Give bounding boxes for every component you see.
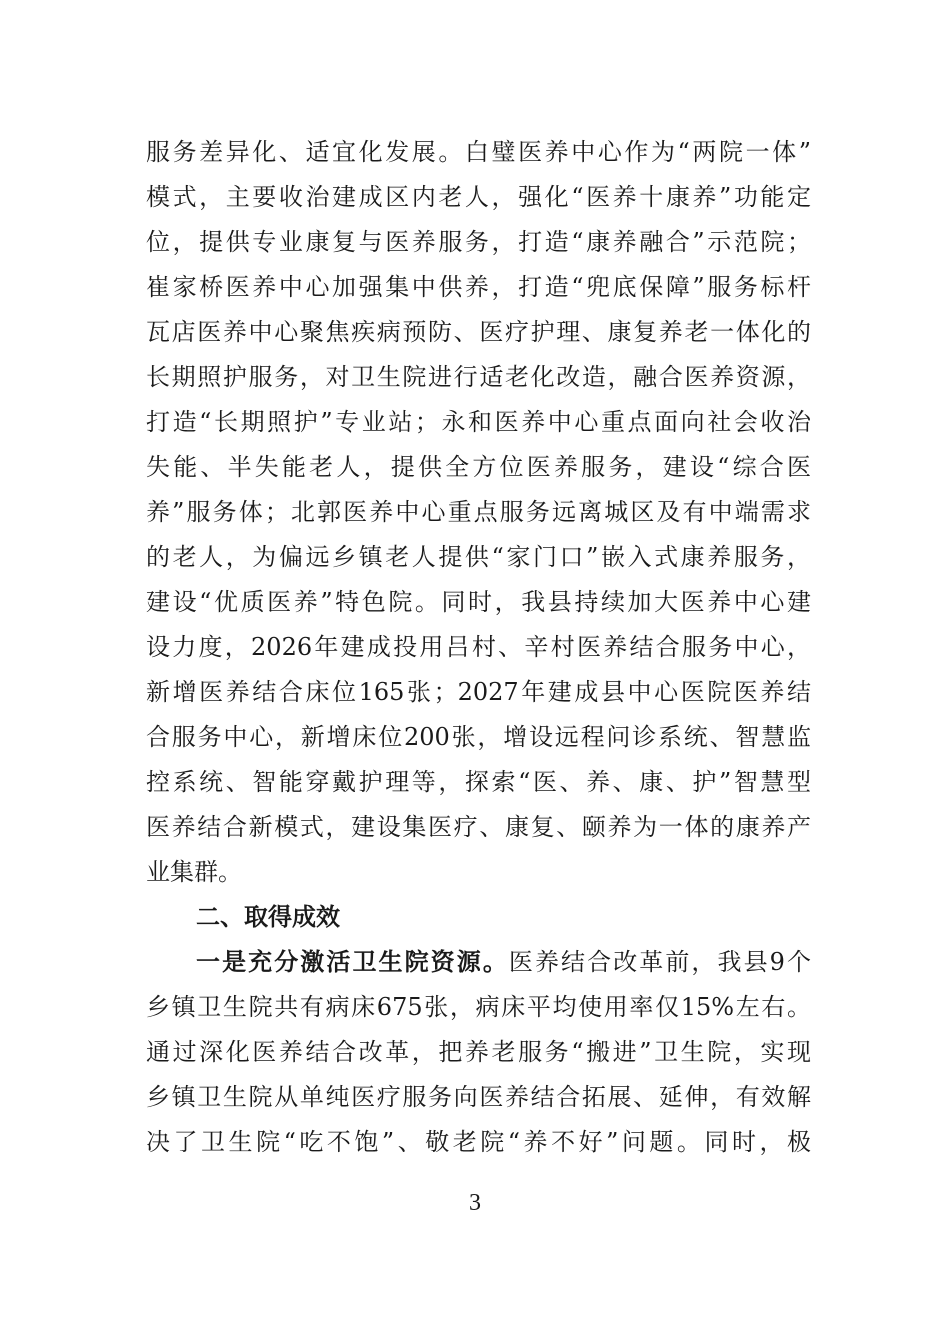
text-line: 模式，主要收治建成区内老人，强化“医养十康养”功能定 bbox=[146, 183, 811, 211]
text-line: 新增医养结合床位165张；2027年建成县中心医院医养结 bbox=[146, 678, 811, 706]
text-line: 业集群。 bbox=[146, 858, 242, 886]
text-line: 服务差异化、适宜化发展。白璧医养中心作为“两院一体” bbox=[146, 138, 811, 166]
section-heading: 二、取得成效 bbox=[196, 902, 340, 931]
text-line: 失能、半失能老人，提供全方位医养服务，建设“综合医 bbox=[146, 453, 811, 481]
text-line: 合服务中心，新增床位200张，增设远程问诊系统、智慧监 bbox=[146, 723, 811, 751]
page-number: 3 bbox=[469, 1190, 481, 1216]
text-line: 控系统、智能穿戴护理等，探索“医、养、康、护”智慧型 bbox=[146, 768, 811, 796]
text-line: 打造“长期照护”专业站；永和医养中心重点面向社会收治 bbox=[146, 408, 811, 436]
bold-lead-phrase: 一是充分激活卫生院资源。 bbox=[196, 947, 509, 976]
text-line: 建设“优质医养”特色院。同时，我县持续加大医养中心建 bbox=[146, 588, 811, 616]
text-line: 瓦店医养中心聚焦疾病预防、医疗护理、康复养老一体化的 bbox=[146, 318, 811, 346]
text-line: 乡镇卫生院共有病床675张，病床平均使用率仅15%左右。 bbox=[146, 993, 811, 1021]
text-line: 决了卫生院“吃不饱”、敬老院“养不好”问题。同时，极 bbox=[146, 1128, 811, 1156]
text-line: 乡镇卫生院从单纯医疗服务向医养结合拓展、延伸，有效解 bbox=[146, 1083, 811, 1111]
text-line: 设力度，2026年建成投用吕村、辛村医养结合服务中心， bbox=[146, 633, 811, 661]
text-line: 医养结合新模式，建设集医疗、康复、颐养为一体的康养产 bbox=[146, 813, 811, 841]
text-line bbox=[196, 947, 811, 977]
text-line: 崔家桥医养中心加强集中供养，打造“兜底保障”服务标杆 bbox=[146, 273, 811, 301]
text-line: 长期照护服务，对卫生院进行适老化改造，融合医养资源， bbox=[146, 363, 811, 391]
text-line: 位，提供专业康复与医养服务，打造“康养融合”示范院； bbox=[146, 228, 811, 256]
text-line: 通过深化医养结合改革，把养老服务“搬进”卫生院，实现 bbox=[146, 1038, 811, 1066]
first-line-rest: 医养结合改革前，我县9个 bbox=[508, 948, 811, 976]
text-line: 的老人，为偏远乡镇老人提供“家门口”嵌入式康养服务， bbox=[146, 543, 811, 571]
text-line: 养”服务体；北郭医养中心重点服务远离城区及有中端需求 bbox=[146, 498, 811, 526]
